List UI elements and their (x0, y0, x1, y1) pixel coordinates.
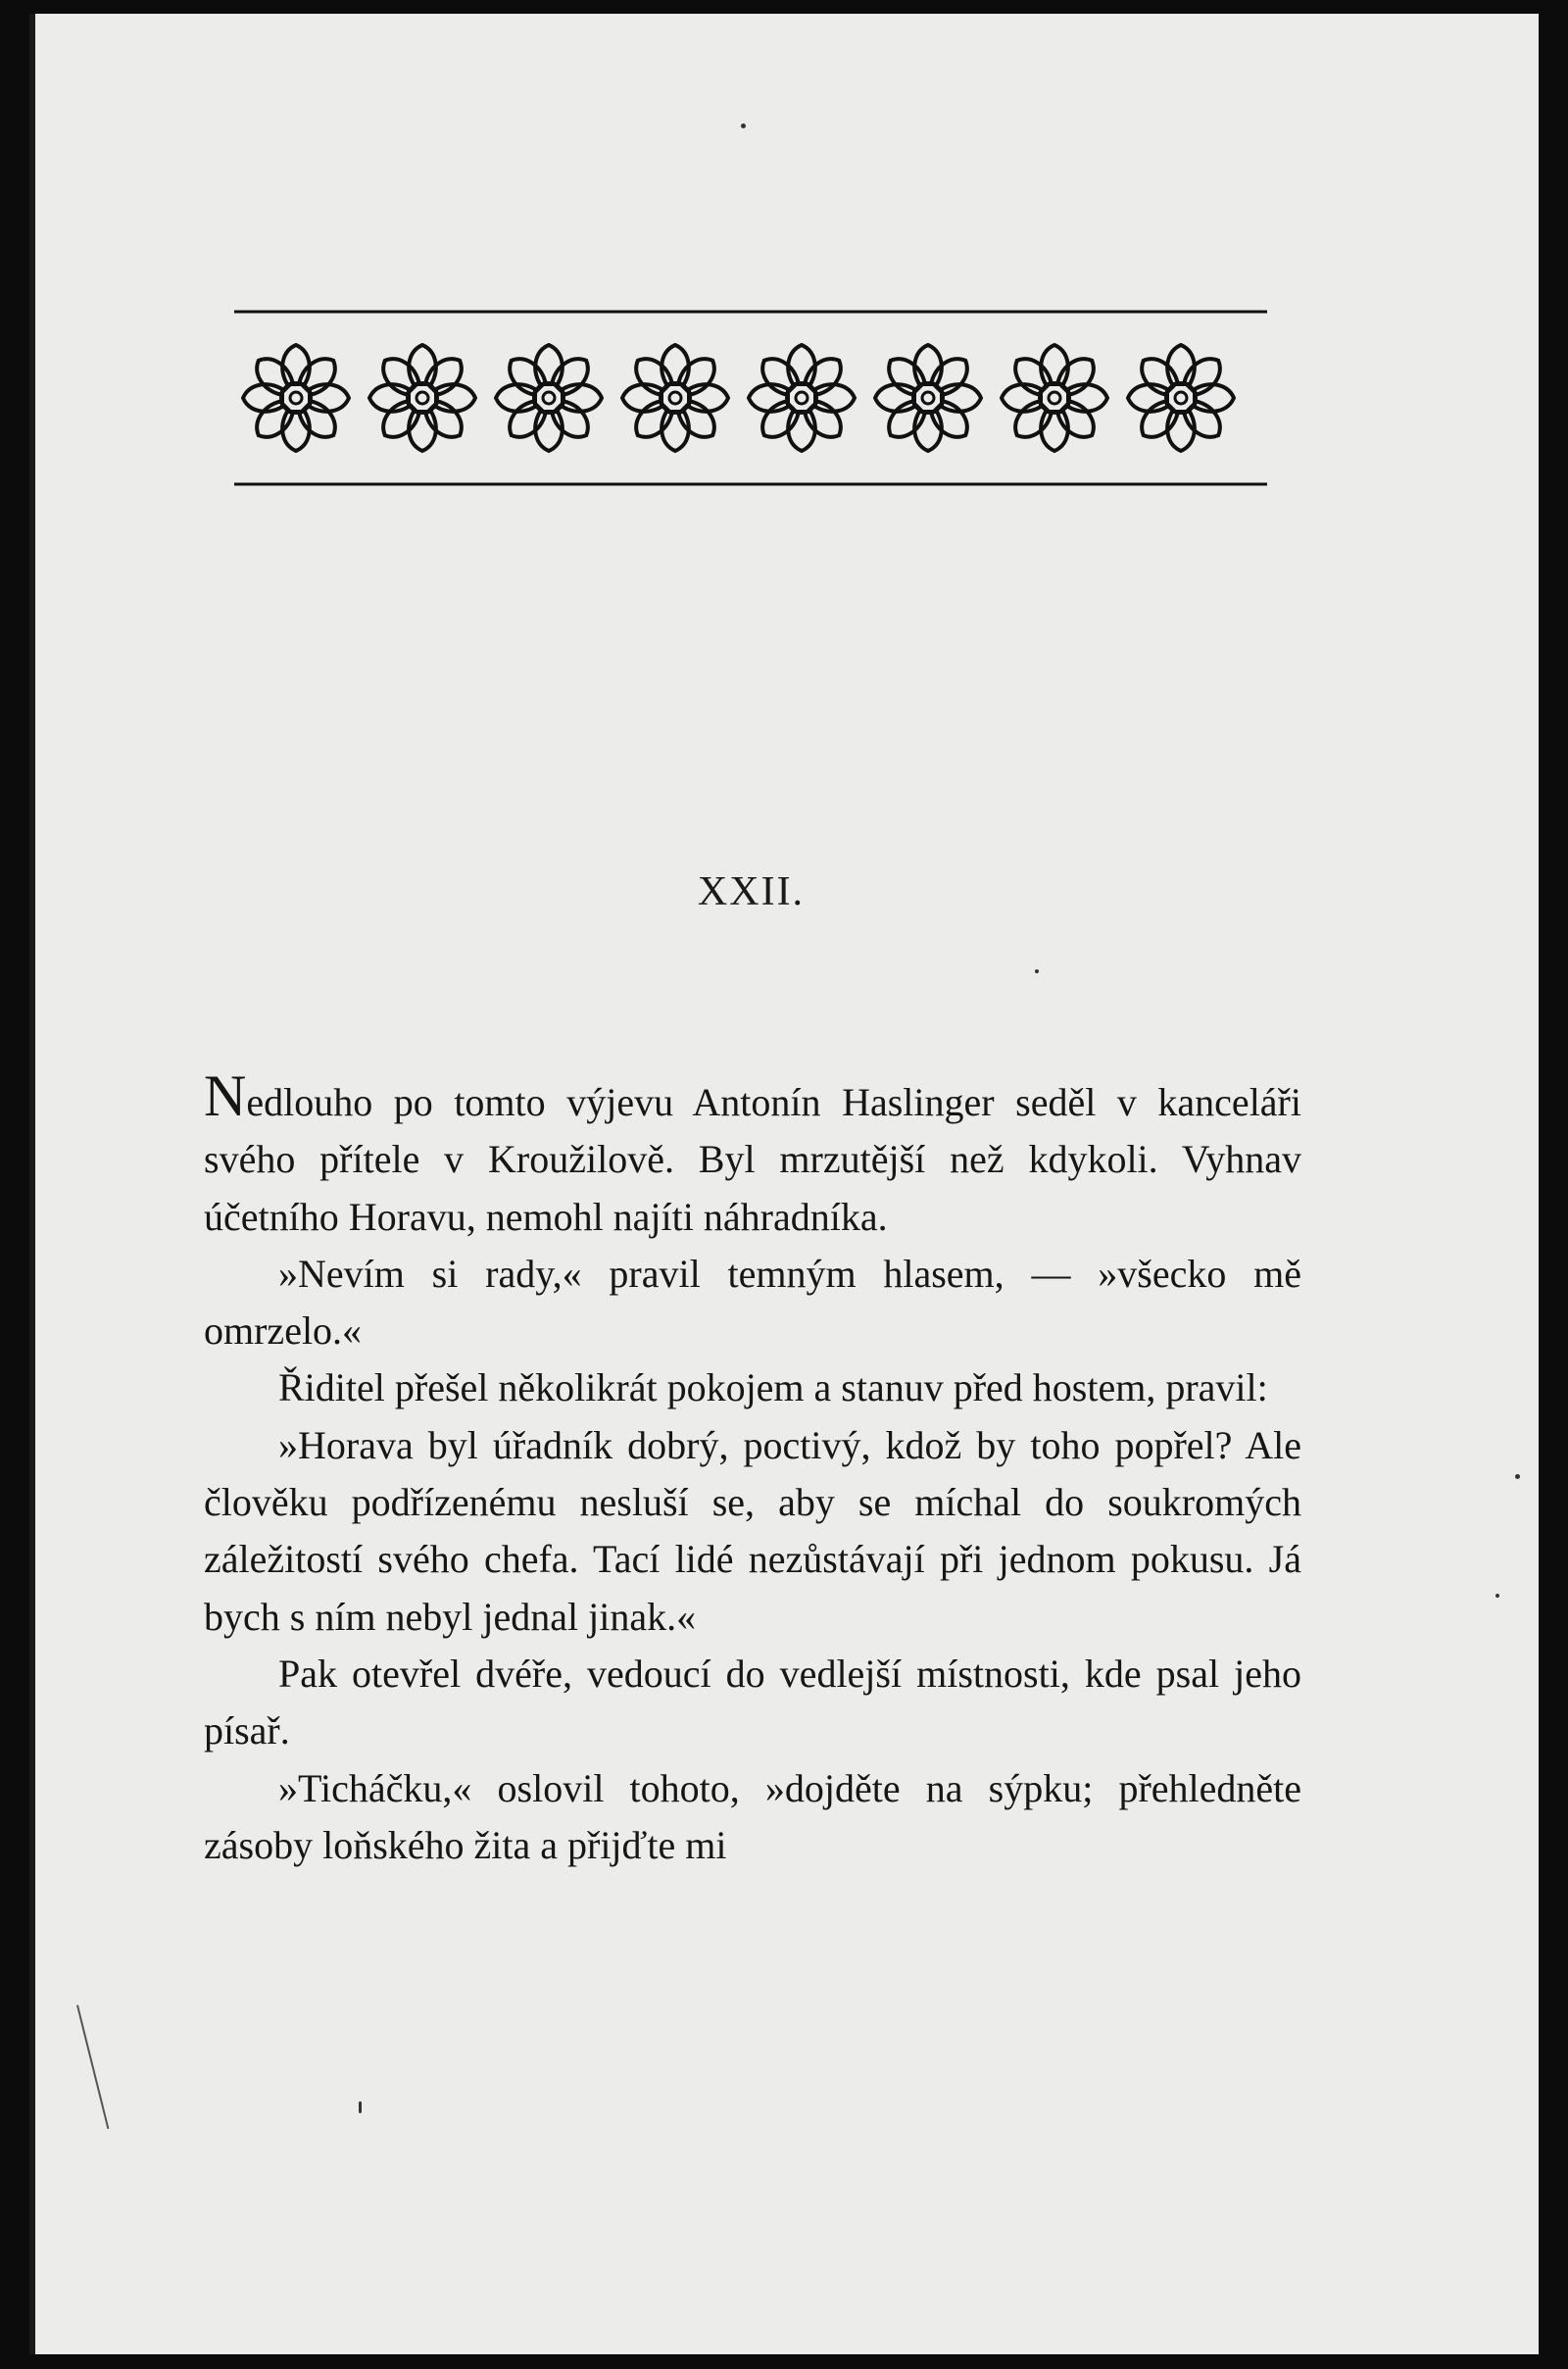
flower-icon (496, 345, 602, 451)
paragraph-text: edlouho po tomto výjevu Antonín Haslinger seděl v kanceláři svého přítele v Kroužilově. Byl mrzutější než kdykoli. Vyhnav účetního Horavu, nemohl najíti náhradníka. (204, 1080, 1301, 1239)
flower-icon (875, 345, 981, 451)
paragraph: »Nevím si rady,« pravil temným hlasem, — »všecko mě omrzelo.« (204, 1251, 1301, 1354)
flower-icon (1002, 345, 1107, 451)
paragraph (204, 1063, 1301, 1246)
page-scratch (76, 2005, 109, 2130)
paragraph: »Ticháčku,« oslovil tohoto, »dojděte na sýpku; přehledněte zásoby loňského žita a přijďte mi (204, 1765, 1301, 1867)
print-speck (1495, 1594, 1499, 1598)
paragraph: »Horava byl úřadník dobrý, poctivý, kdož by toho popřel? Ale člověku podřízenému nesluší se, aby se míchal do soukromých záležitostí svého chefa. Tací lidé nezůstávají při jednom pokusu. Já bych s ním nebyl jednal jinak.« (204, 1422, 1301, 1639)
print-speck (741, 123, 746, 128)
chapter-text (204, 1063, 1301, 1874)
flower-icon (622, 345, 728, 451)
print-speck (1515, 1474, 1520, 1479)
floral-ornament-band (234, 304, 1267, 490)
chapter-number: XXII. (697, 869, 806, 914)
flower-icon (369, 345, 475, 451)
flower-icon (749, 345, 855, 451)
paragraph: Řiditel přešel několikrát pokojem a stanuv před hostem, pravil: (278, 1365, 1268, 1410)
flower-icon (1128, 345, 1234, 451)
flower-border-icon (234, 304, 1267, 490)
print-speck (1035, 969, 1039, 973)
paragraph: Pak otevřel dvéře, vedoucí do vedlejší místnosti, kde psal jeho písař. (204, 1651, 1301, 1753)
print-speck (359, 2101, 362, 2113)
book-page (29, 14, 1539, 2354)
flower-icon (243, 345, 349, 451)
drop-cap: N (204, 1063, 247, 1128)
